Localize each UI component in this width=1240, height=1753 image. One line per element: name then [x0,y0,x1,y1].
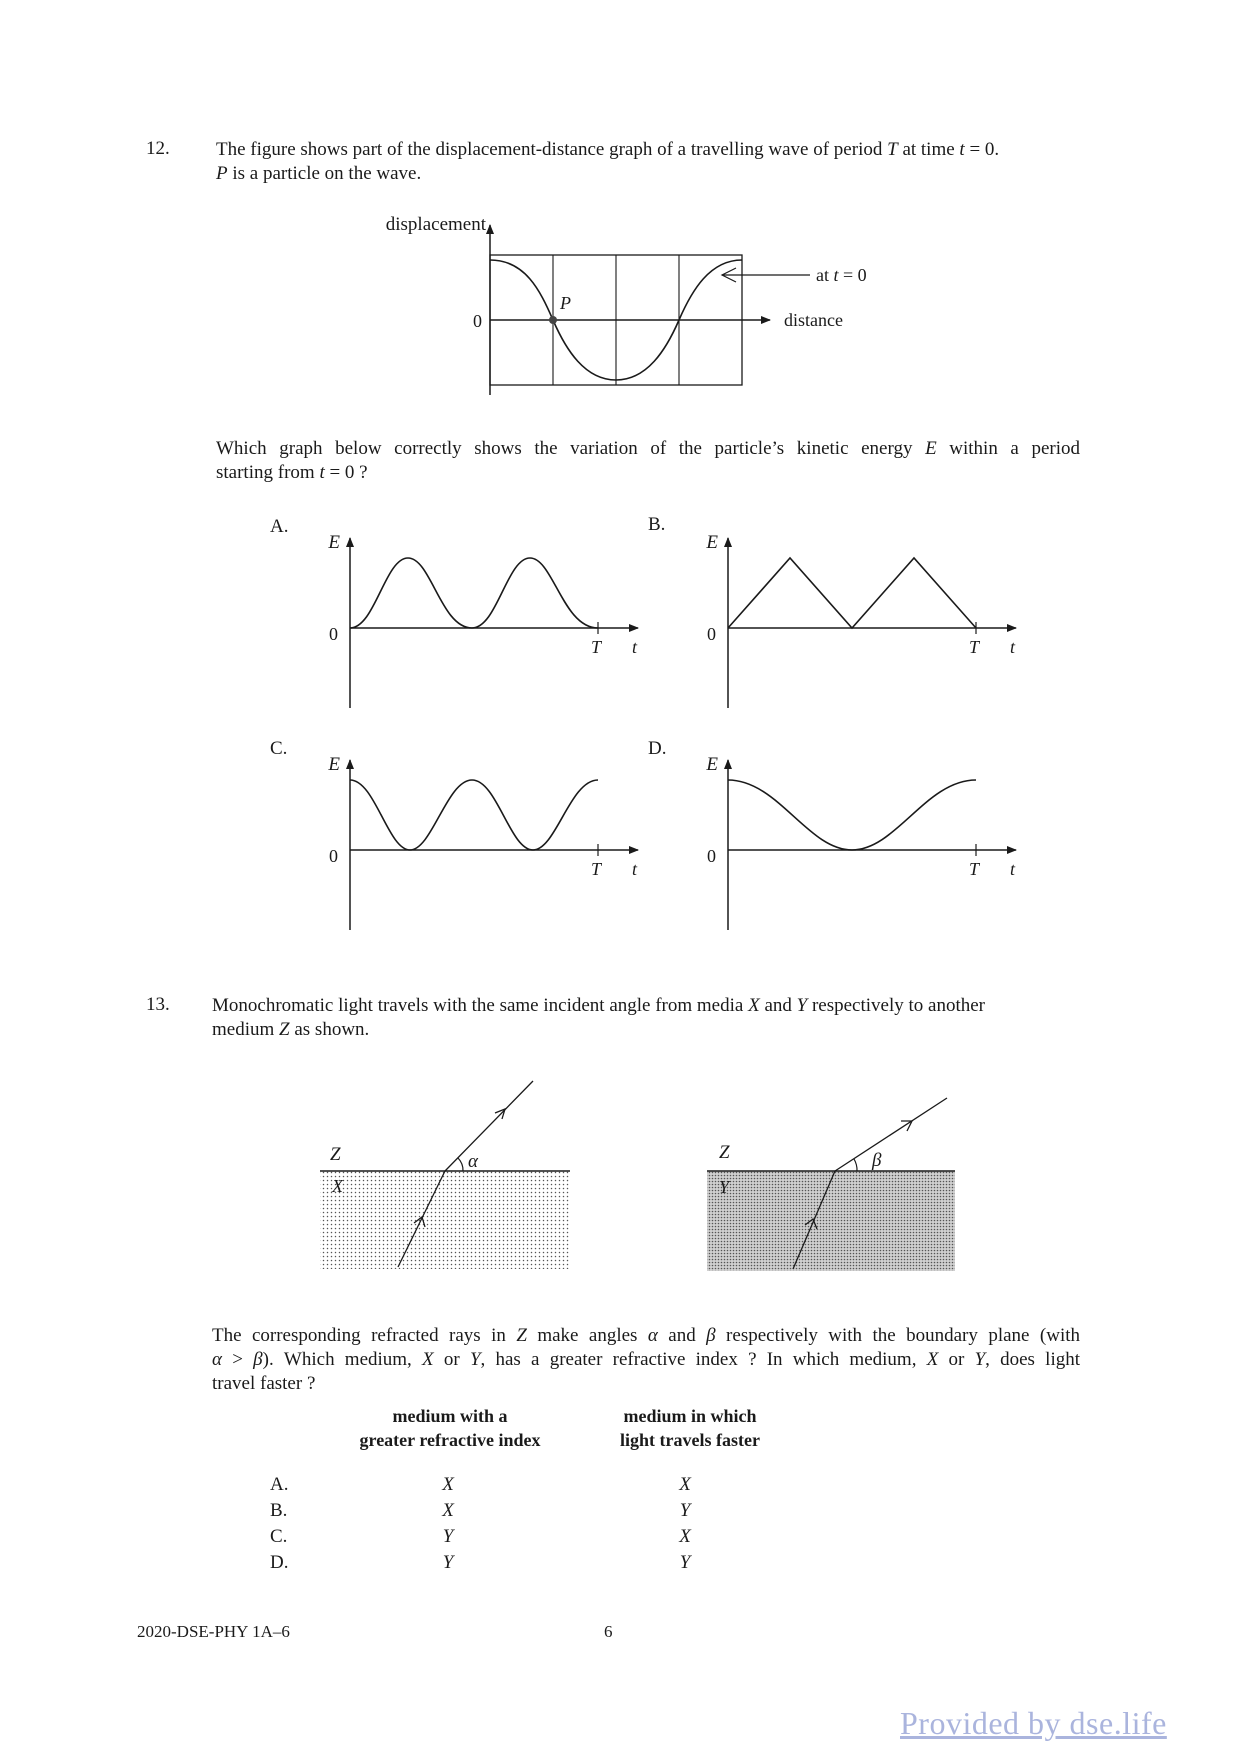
q12-q-part: Which graph below correctly shows the variation of the particle’s kinetic energy [216,438,926,459]
q13-para-line1 [212,1324,1080,1348]
q12-time-symbol: t [319,462,325,483]
angle-beta-label: β [872,1150,882,1171]
annotation-t: t [833,265,839,285]
row-cell-faster: X [679,1526,691,1547]
q12-text-part: at time [897,139,960,160]
e-label: E [706,532,718,553]
alpha-symbol: α [212,1349,222,1370]
medium-z-label: Z [719,1142,730,1163]
q13-text-part: and [759,995,797,1016]
row-cell-index: Y [442,1552,454,1573]
paper-code: 2020-DSE-PHY 1A–6 [137,1622,290,1641]
period-label: T [968,859,980,879]
annotation-part: = 0 [838,265,867,285]
medium-y-label: Y [719,1177,730,1197]
y-axis-label: displacement [385,214,486,235]
refracted-ray [445,1081,533,1171]
option-a-graph [320,530,650,720]
q12-text-part: = 0. [964,139,1000,160]
page-number: 6 [604,1622,613,1641]
header-line: light travels faster [620,1430,760,1450]
medium-x-symbol: X [926,1349,939,1370]
medium-z-symbol: Z [516,1325,527,1346]
q13-text-part: medium [212,1019,280,1040]
angle-arc [854,1159,857,1171]
table-col2-header [580,1404,800,1452]
q13-para-part: ). Which medium, [262,1349,423,1370]
row-cell-index: X [442,1500,454,1521]
q13-para-part: or [433,1349,470,1370]
q13-para-part: , has a greater refractive index ? In which medium, [480,1349,927,1370]
q13-para-part: and [657,1325,707,1346]
q13-text-part: respectively to another [807,995,985,1016]
medium-y-symbol: Y [469,1349,481,1370]
annotation-part: at [816,265,834,285]
medium-z-symbol: Z [279,1019,290,1040]
energy-curve [350,558,598,628]
time-label: t [632,637,638,657]
origin-label: 0 [473,311,482,331]
annotation-label [816,265,867,285]
angle-alpha-label: α [468,1151,478,1172]
refracted-ray [835,1098,947,1171]
wave-graph [360,205,880,405]
refraction-diagram-y [705,1093,965,1278]
refraction-diagram-x [318,1075,578,1275]
medium-x-symbol: X [422,1349,434,1370]
particle-p-label: P [560,293,571,313]
q12-text-part: is a particle on the wave. [227,163,422,184]
option-c-graph [320,752,650,942]
q13-para-part: make angles [526,1325,648,1346]
table-col1-header [320,1404,580,1452]
row-cell-index: Y [442,1526,454,1547]
origin-label: 0 [329,624,338,644]
medium-z-label: Z [330,1144,341,1165]
option-d-graph [698,752,1028,942]
question-13-text [212,994,985,1042]
time-label: t [1010,637,1016,657]
row-letter: B. [270,1500,288,1521]
option-c-letter: C. [270,738,288,759]
q12-question [216,437,1080,485]
medium-x-region [320,1171,570,1269]
q12-q-part: within a period [936,438,1081,459]
q13-text-part: Monochromatic light travels with the same incident angle from media [212,995,749,1016]
medium-x-symbol: X [748,995,760,1016]
watermark-link[interactable]: Provided by dse.life [900,1705,1167,1741]
row-letter: D. [270,1552,289,1573]
medium-y-region [707,1171,955,1271]
q13-text-part: as shown. [289,1019,370,1040]
q13-para-part: , does light [985,1349,1081,1370]
q12-q-part: = 0 ? [324,462,368,483]
period-label: T [968,637,980,657]
energy-curve [728,558,976,628]
row-cell-faster: Y [679,1500,691,1521]
medium-x-label: X [332,1176,343,1196]
q12-particle-symbol: P [216,163,228,184]
q12-question-line2 [216,461,1080,485]
energy-curve [728,780,976,850]
origin-label: 0 [707,624,716,644]
period-label: T [590,859,602,879]
option-b-graph [698,530,1028,720]
e-label: E [328,532,340,553]
row-letter: C. [270,1526,288,1547]
q12-question-line1 [216,437,1080,461]
x-axis-label: distance [784,310,843,330]
option-b-letter: B. [648,514,666,535]
medium-y-symbol: Y [974,1349,986,1370]
q12-q-part: starting from [216,462,320,483]
q12-energy-symbol: E [925,438,937,459]
q12-period-symbol: T [887,139,898,160]
angle-arc [458,1158,463,1171]
q13-para-line3: travel faster ? [212,1373,316,1394]
q13-paragraph [212,1324,1080,1396]
medium-y-symbol: Y [796,995,808,1016]
origin-label: 0 [707,846,716,866]
beta-symbol: β [706,1325,716,1346]
q12-text-part: The figure shows part of the displacement-distance graph of a travelling wave of period [216,139,888,160]
energy-curve [350,780,598,850]
q13-para-part: > [221,1349,254,1370]
header-line: greater refractive index [359,1430,541,1450]
question-12-number: 12. [146,138,170,159]
row-cell-faster: X [679,1474,691,1495]
time-label: t [632,859,638,879]
question-12-text [216,138,999,186]
q13-para-part: or [938,1349,975,1370]
period-label: T [590,637,602,657]
alpha-symbol: α [647,1325,658,1346]
option-a-letter: A. [270,516,289,537]
beta-symbol: β [253,1349,263,1370]
e-label: E [706,754,718,775]
e-label: E [328,754,340,775]
option-d-letter: D. [648,738,667,759]
origin-label: 0 [329,846,338,866]
q13-para-line2 [212,1348,1080,1372]
particle-p-dot [549,316,557,324]
q12-time-symbol: t [959,139,965,160]
header-line: medium with a [392,1406,508,1426]
header-line: medium in which [623,1406,757,1426]
q13-para-part: The corresponding refracted rays in [212,1325,517,1346]
question-13-number: 13. [146,994,170,1015]
time-label: t [1010,859,1016,879]
q13-para-part: respectively with the boundary plane (with [715,1325,1080,1346]
row-cell-index: X [442,1474,454,1495]
row-cell-faster: Y [679,1552,691,1573]
row-letter: A. [270,1474,289,1495]
